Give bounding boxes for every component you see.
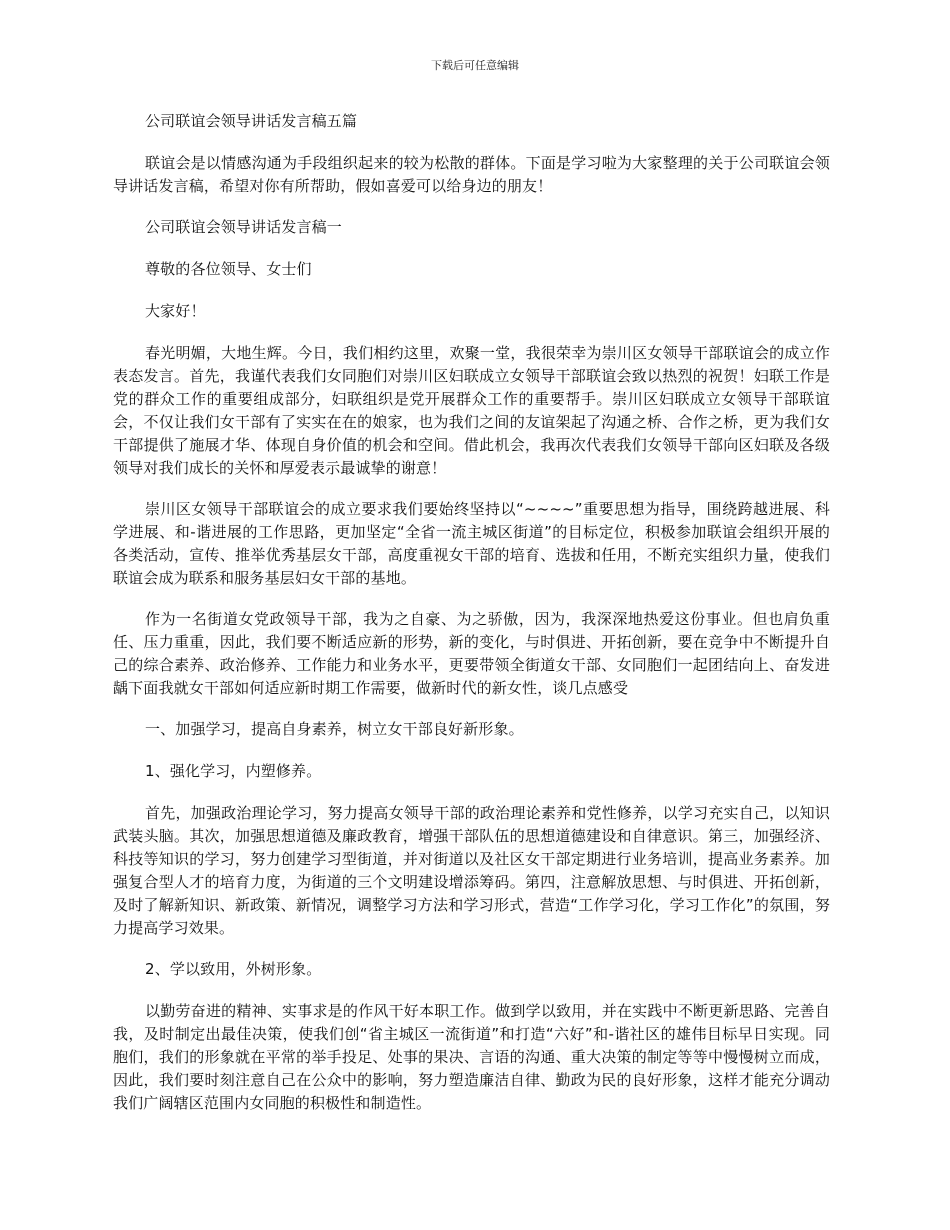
salutation: 尊敬的各位领导、女士们 bbox=[145, 260, 312, 278]
greeting: 大家好！ bbox=[145, 302, 206, 320]
paragraph-4: 首先，加强政治理论学习，努力提高女领导干部的政治理论素养和党性修养，以学习充实自己，以知识武装头脑。其次，加强思想道德及廉政教育，增强干部队伍的思想道德建设和自律意识。第三，加强经济、科技等知识的学习，努力创建学习型街道，并对街道以及社区女干部定期进行业务培训，提高业务素养。加强复合型人才的培育力度，为街道的三个文明建设增添筹码。第四，注意解放思想、与时俱进、开拓创新，及时了解新知识、新政策、新情况，调整学习方法和学习形式，营造“工作学习化，学习工作化”的氛围，努力提高学习效果。 bbox=[113, 804, 830, 937]
heading-1-1: 1、强化学习，内塑修养。 bbox=[145, 762, 322, 780]
intro-paragraph: 联谊会是以情感沟通为手段组织起来的较为松散的群体。下面是学习啦为大家整理的关于公司联谊会领导讲话发言稿，希望对你有所帮助，假如喜爱可以给身边的朋友！ bbox=[113, 154, 830, 195]
document-body bbox=[113, 110, 830, 1133]
paragraph-1: 春光明媚，大地生辉。今日，我们相约这里，欢聚一堂，我很荣幸为崇川区女领导干部联谊会的成立作表态发言。首先，我谨代表我们女同胞们对崇川区妇联成立女领导干部联谊会致以热烈的祝贺！妇联工作是党的群众工作的重要组成部分，妇联组织是党开展群众工作的重要帮手。崇川区妇联成立女领导干部联谊会，不仅让我们女干部有了实实在在的娘家，也为我们之间的友谊架起了沟通之桥、合作之桥，更为我们女干部提供了施展才华、体现自身价值的机会和空间。借此机会，我再次代表我们女领导干部向区妇联及各级领导对我们成长的关怀和厚爱表示最诚挚的谢意！ bbox=[113, 344, 830, 477]
heading-1: 一、加强学习，提高自身素养，树立女干部良好新形象。 bbox=[145, 720, 524, 738]
page-header: 下载后可任意编辑 bbox=[431, 59, 519, 72]
heading-1-2: 2、学以致用，外树形象。 bbox=[145, 960, 322, 978]
paragraph-5: 以勤劳奋进的精神、实事求是的作风干好本职工作。做到学以致用，并在实践中不断更新思路、完善自我，及时制定出最佳决策，使我们创“省主城区一流街道”和打造“六好”和-谐社区的雄伟目标早日实现。同胞们，我们的形象就在平常的举手投足、处事的果决、言语的沟通、重大决策的制定等等中慢慢树立而成，因此，我们要时刻注意自己在公众中的影响，努力塑造廉洁自律、勤政为民的良好形象，这样才能充分调动我们广阔辖区范围内女同胞的积极性和制造性。 bbox=[113, 1002, 830, 1112]
paragraph-3: 作为一名街道女党政领导干部，我为之自豪、为之骄傲，因为，我深深地热爱这份事业。但也肩负重任、压力重重，因此，我们要不断适应新的形势，新的变化，与时俱进、开拓创新，要在竞争中不断提升自己的综合素养、政治修养、工作能力和业务水平，更要带领全街道女干部、女同胞们一起团结向上、奋发进龋下面我就女干部如何适应新时期工作需要，做新时代的新女性，谈几点感受 bbox=[113, 610, 830, 697]
document-title: 公司联谊会领导讲话发言稿五篇 bbox=[145, 112, 358, 130]
paragraph-2: 崇川区女领导干部联谊会的成立要求我们要始终坚持以“~~~~”重要思想为指导，围绕跨越进展、科学进展、和-谐进展的工作思路，更加坚定“全省一流主城区街道”的目标定位，积极参加联谊会组织开展的各类活动，宣传、推举优秀基层女干部，高度重视女干部的培育、选拔和任用，不断充实组织力量，使我们联谊会成为联系和服务基层妇女干部的基地。 bbox=[113, 500, 830, 587]
section-title: 公司联谊会领导讲话发言稿一 bbox=[145, 218, 342, 236]
